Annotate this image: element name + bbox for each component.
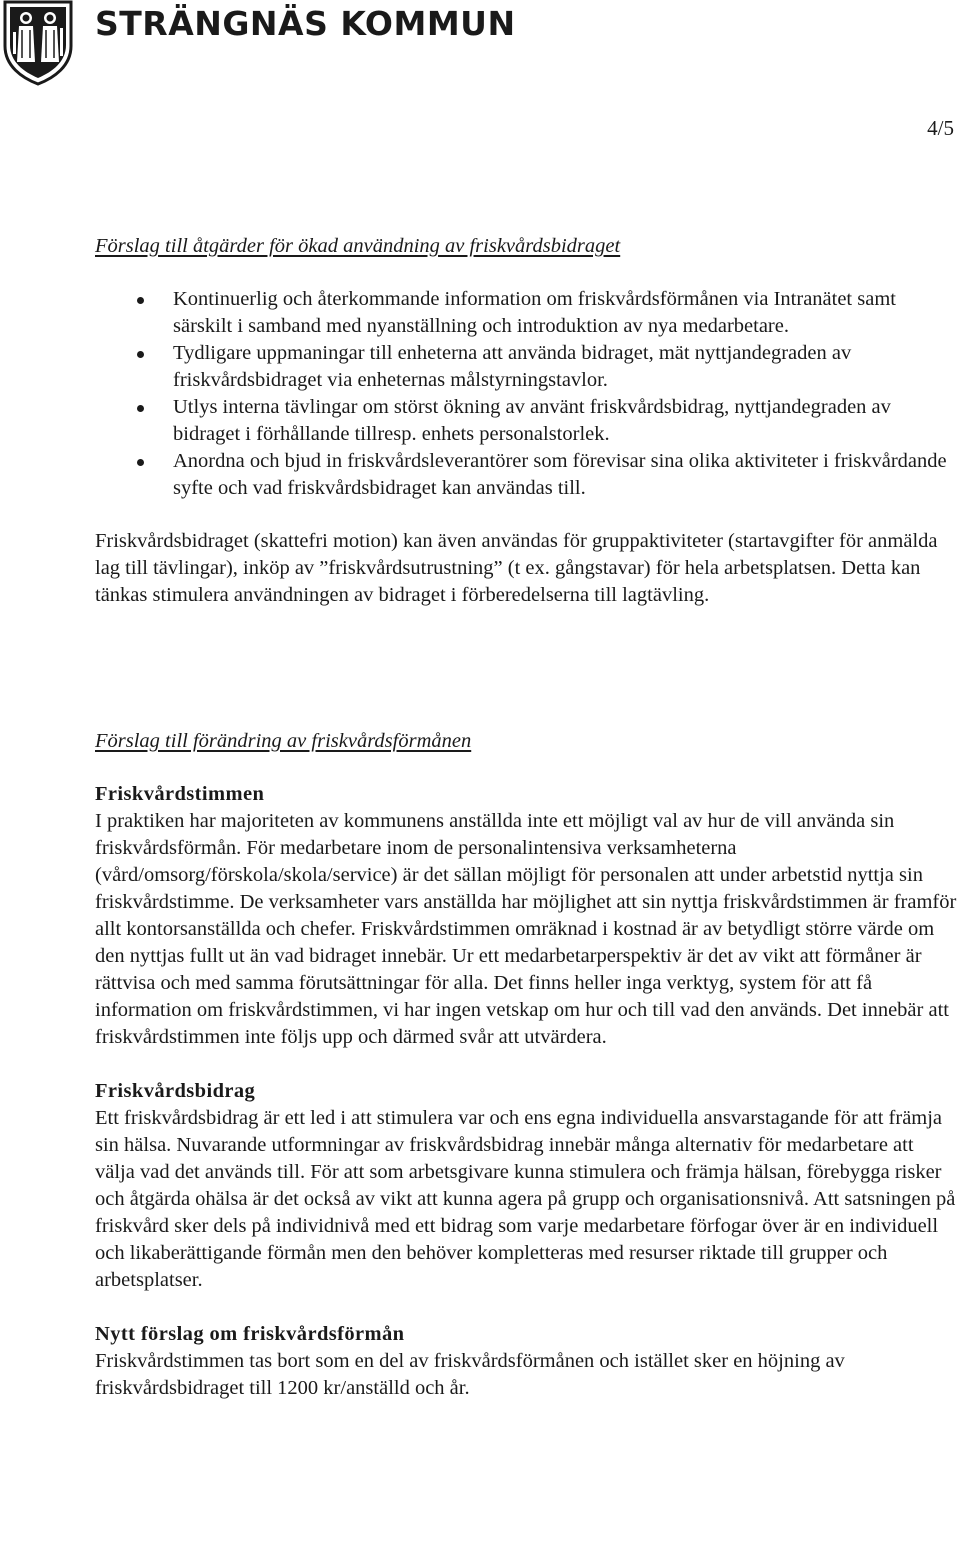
friskvardstimmen-paragraph: I praktiken har majoriteten av kommunens anställda inte ett möjligt val av hur de vill använda sin friskvårdsförmån. För medarbetare inom de personalintensiva verksamheterna (vård/omsorg/förskola/skola/service) är det sällan möjligt för personalen att under arbetstid nyttja sin friskvårdstimme. De verksamheter vars anställda har möjlighet att sin nyttja friskvårdstimmen är framför allt kontorsanställda och chefer. Friskvårdstimmen omräknad i kostnad är av betydligt större värde om den nyttjas fullt ut än vad bidraget innebär. Ur ett medarbetarperspektiv är det av vikt att förmåner är rättvisa och med samma förutsättningar för alla. Det finns heller inga verktyg, system för att få information om friskvårdstimmen, vi har ingen vetskap om hur och till vad den används. Det innebär att friskvårdstimmen inte följs upp och därmed svår att utvärdera. [95, 810, 957, 1048]
nytt-forslag-paragraph: Friskvårdstimmen tas bort som en del av friskvårdsförmånen och istället sker en höjning av friskvårdsbidraget till 1200 kr/anställd och år. [95, 1350, 845, 1399]
subheading-friskvardsbidrag: Friskvårdsbidrag [95, 1080, 256, 1102]
section-actions [95, 233, 957, 609]
list-item-text: Kontinuerlig och återkommande information om friskvårdsförmånen via Intranätet samt särskilt i samband med nyanställning och introduktion av nya medarbetare. [173, 288, 896, 337]
bullet-icon [137, 297, 144, 304]
list-item-text: Anordna och bjud in friskvårdsleverantörer som förevisar sina olika aktiviteter i friskvårdande syfte och vad friskvårdsbidraget kan användas till. [173, 450, 947, 499]
list-item [95, 340, 957, 394]
section-heading-actions: Förslag till åtgärder för ökad användning av friskvårdsbidraget [95, 235, 621, 257]
page-number: 4/5 [927, 116, 954, 140]
friskvardsbidrag-paragraph: Ett friskvårdsbidrag är ett led i att stimulera var och ens egna individuella ansvarstagande för att främja sin hälsa. Nuvarande utformningar av friskvårdsbidrag innebär många alternativ för medarbetare att välja vad det används till. För att som arbetsgivare kunna stimulera och främja hälsan, förebygga risker och åtgärda ohälsa är det också av vikt att kunna agera på grupp och organisationsnivå. Att satsningen på friskvård sker dels på individnivå med ett bidrag som varje medarbetare förfogar över är en individuell och likaberättigande förmån men den behöver kompletteras med resurser riktade till grupper och arbetsplatser. [95, 1107, 956, 1291]
subheading-nytt-forslag: Nytt förslag om friskvårdsförmån [95, 1323, 405, 1345]
municipality-crest-logo [2, 0, 74, 86]
bullet-icon [137, 405, 144, 412]
section-heading-changes: Förslag till förändring av friskvårdsförmånen [95, 730, 472, 752]
bullet-icon [137, 459, 144, 466]
group-activities-paragraph: Friskvårdsbidraget (skattefri motion) kan även användas för gruppaktiviteter (startavgifter för anmälda lag till tävlingar), inköp av ”friskvårdsutrustning” (t ex. gångstavar) för hela arbetsplatsen. Detta kan tänkas stimulera användningen av bidraget i förberedelserna till lagtävling. [95, 530, 938, 606]
list-item-text: Tydligare uppmaningar till enheterna att använda bidraget, mät nyttjandegraden av friskvårdsbidraget via enheternas målstyrningstavlor. [173, 342, 852, 391]
actions-bullet-list [95, 286, 957, 502]
section-changes [95, 728, 957, 1402]
list-item [95, 448, 957, 502]
municipality-name-logo: STRÄNGNÄS KOMMUN [95, 4, 516, 43]
subheading-friskvardstimmen: Friskvårdstimmen [95, 783, 265, 805]
list-item [95, 286, 957, 340]
list-item [95, 394, 957, 448]
list-item-text: Utlys interna tävlingar om störst ökning av använt friskvårdsbidrag, nyttjandegraden av bidraget i förhållande tillresp. enhets personalstorlek. [173, 396, 891, 445]
bullet-icon [137, 351, 144, 358]
